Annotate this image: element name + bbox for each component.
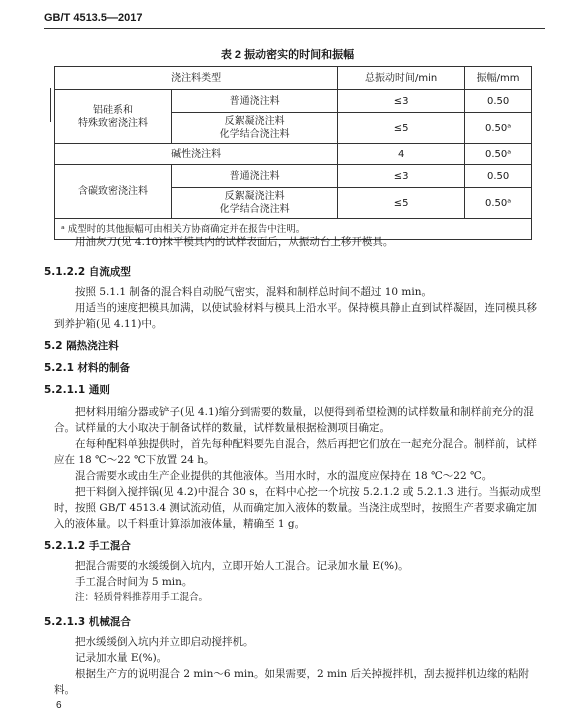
header-rule xyxy=(44,28,545,29)
time-cell: ≤5 xyxy=(338,113,465,144)
paragraph: 用适当的速度把模具加满，以使试验材料与模具上沿水平。保持模具静止直到试样凝固，连同模具移到养护箱(见 4.11)中。 xyxy=(54,302,537,330)
group-aluminosilicate: 铝硅系和 特殊致密浇注料 xyxy=(55,90,172,144)
paragraph: 手工混合时间为 5 min。 xyxy=(75,576,193,588)
subtype-cell: 反絮凝浇注料 化学结合浇注料 xyxy=(172,113,338,144)
section-heading: 5.2.1 材料的制备 xyxy=(44,362,131,374)
subtype-cell: 普通浇注料 xyxy=(172,165,338,188)
group-basic: 碱性浇注料 xyxy=(55,144,338,165)
subtype-cell: 反絮凝浇注料 化学结合浇注料 xyxy=(172,188,338,219)
amplitude-cell: 0.50ᵃ xyxy=(465,144,532,165)
table-title: 表 2 振动密实的时间和振幅 xyxy=(220,49,355,61)
paragraph: 混合需要水或由生产企业提供的其他液体。当用水时，水的温度应保持在 18 ℃～22 ℃。 xyxy=(75,470,493,482)
page-number: 6 xyxy=(56,700,62,711)
time-cell: ≤3 xyxy=(338,90,465,113)
time-cell: ≤3 xyxy=(338,165,465,188)
paragraph: 根据生产方的说明混合 2 min～6 min。如果需要，2 min 后关掉搅拌机，刮去搅拌机边缘的粘附料。 xyxy=(54,668,529,696)
amplitude-cell: 0.50 xyxy=(465,90,532,113)
section-heading: 5.2.1.2 手工混合 xyxy=(44,540,131,552)
paragraph: 按照 5.1.1 制备的混合料自动脱气密实，混料和制样总时间不超过 10 min。 xyxy=(75,286,433,298)
revision-mark xyxy=(50,88,51,122)
header-time: 总振动时间/min xyxy=(338,67,465,90)
header-type: 浇注料类型 xyxy=(55,67,338,90)
time-cell: 4 xyxy=(338,144,465,165)
subtype-cell: 普通浇注料 xyxy=(172,90,338,113)
time-cell: ≤5 xyxy=(338,188,465,219)
section-heading: 5.2.1.3 机械混合 xyxy=(44,616,131,628)
note-text: 注：轻质骨料推荐用手工混合。 xyxy=(75,592,209,603)
paragraph: 用油灰刀(见 4.10)抹平模具内的试样表面后，从振动台上移开模具。 xyxy=(75,236,394,248)
vibration-table xyxy=(54,66,532,240)
amplitude-cell: 0.50ᵃ xyxy=(465,188,532,219)
section-heading: 5.2.1.1 通则 xyxy=(44,384,110,396)
header-amplitude: 振幅/mm xyxy=(465,67,532,90)
paragraph: 把混合需要的水缓缓倒入坑内，立即开始人工混合。记录加水量 E(%)。 xyxy=(75,560,409,572)
paragraph: 把干料倒入搅拌锅(见 4.2)中混合 30 s，在料中心挖一个坑按 5.2.1.2 或 5.2.1.3 进行。当振动成型时，按照 GB/T 4513.4 测试流动值，从而确定加入液体的数量。当浇注成型时，按照生产者要求确定加入的液体量。以千料重计算添加液体量，精确至 1 g。 xyxy=(54,486,541,530)
group-carbon: 含碳致密浇注料 xyxy=(55,165,172,219)
section-heading: 5.2 隔热浇注料 xyxy=(44,340,119,352)
section-heading: 5.1.2.2 自流成型 xyxy=(44,266,131,278)
table-footnote: ᵃ 成型时的其他振幅可由相关方协商确定并在报告中注明。 xyxy=(55,219,532,240)
paragraph: 把材料用缩分器或铲子(见 4.1)缩分到需要的数量，以便得到希望检测的试样数量和制样前充分的混合。试样量的大小取决于制备试样的数量，试样数量根据检测项目确定。 xyxy=(54,406,534,434)
paragraph: 在每种配料单独提供时，首先每种配料要先自混合，然后再把它们放在一起充分混合。制样前，试样应在 18 ℃～22 ℃下放置 24 h。 xyxy=(54,438,537,466)
standard-number-header: GB/T 4513.5—2017 xyxy=(44,12,143,24)
amplitude-cell: 0.50ᵃ xyxy=(465,113,532,144)
paragraph: 把水缓缓倒入坑内并立即启动搅拌机。 xyxy=(75,636,254,648)
amplitude-cell: 0.50 xyxy=(465,165,532,188)
paragraph: 记录加水量 E(%)。 xyxy=(75,652,168,664)
